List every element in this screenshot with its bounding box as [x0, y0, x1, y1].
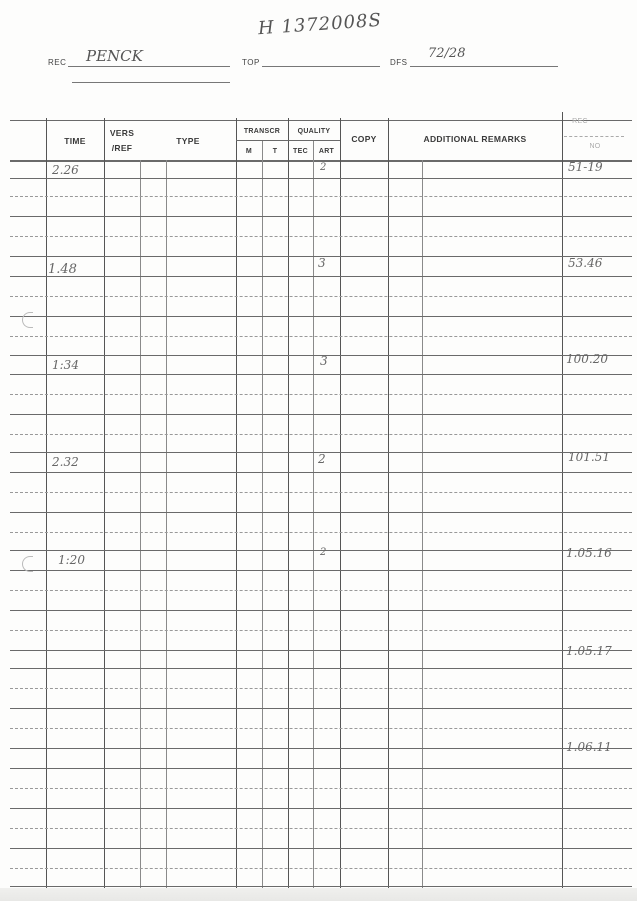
col-ref: /REF [111, 143, 133, 153]
entry-art: 2 [318, 452, 326, 466]
col-divider [236, 118, 237, 890]
col-divider [422, 160, 423, 890]
row-line [10, 768, 632, 769]
rec-label: REC [48, 58, 67, 67]
col-divider [166, 160, 167, 890]
col-tec: TEC [293, 148, 308, 155]
entry-time: 1:34 [52, 358, 79, 372]
entry-rec-no: 1.05.17 [566, 644, 612, 658]
entry-art: 2 [320, 547, 327, 558]
row-line [10, 650, 632, 651]
row-line [10, 236, 632, 237]
entry-time: 2.26 [52, 163, 79, 177]
col-transcr: TRANSCR [243, 128, 281, 135]
row-line [10, 434, 632, 435]
col-time: TIME [64, 136, 86, 146]
dfs-value: 72/28 [428, 46, 466, 61]
punch-hole-mark [22, 556, 33, 572]
col-divider [288, 118, 289, 890]
row-line [10, 708, 632, 709]
col-type: TYPE [176, 136, 200, 146]
rec-subheader-line [564, 136, 624, 137]
col-divider [140, 160, 141, 890]
col-divider [46, 118, 47, 890]
top-label: TOP [242, 58, 260, 67]
row-line [10, 848, 632, 849]
punch-hole-mark [22, 312, 33, 328]
col-divider [104, 118, 105, 890]
row-line [10, 532, 632, 533]
col-copy: COPY [351, 134, 377, 144]
row-line [10, 808, 632, 809]
entry-art: 3 [318, 256, 326, 270]
subheader-line [236, 140, 340, 141]
row-line [10, 394, 632, 395]
row-line [10, 868, 632, 869]
row-line [10, 196, 632, 197]
entry-time: 1:20 [58, 553, 85, 567]
dfs-label: DFS [390, 58, 408, 67]
row-line [10, 570, 632, 571]
col-divider [313, 140, 314, 890]
row-line [10, 296, 632, 297]
col-m: M [245, 148, 253, 155]
entry-rec-no: 53.46 [568, 256, 603, 270]
col-quality: QUALITY [297, 128, 331, 135]
row-line [10, 276, 632, 277]
row-line [10, 316, 632, 317]
col-divider [388, 118, 389, 890]
entry-rec-no: 100.20 [566, 352, 608, 366]
page-bottom-edge [0, 888, 637, 901]
entry-time: 2.32 [52, 455, 79, 469]
row-line [10, 414, 632, 415]
entry-time: 1.48 [48, 262, 77, 277]
col-divider [562, 112, 563, 890]
row-line [10, 688, 632, 689]
entry-art: 3 [320, 354, 328, 368]
row-line [10, 828, 632, 829]
row-line [10, 668, 632, 669]
col-additional-remarks: ADDITIONAL REMARKS [423, 134, 527, 144]
col-rec: REC [572, 118, 588, 125]
entry-rec-no: 1.05.16 [566, 546, 612, 560]
row-line [10, 336, 632, 337]
entry-rec-no: 101.51 [568, 450, 610, 464]
row-line [10, 788, 632, 789]
row-line [10, 512, 632, 513]
row-line [10, 590, 632, 591]
col-no: NO [589, 143, 601, 150]
col-t: T [272, 148, 278, 155]
col-vers: VERS [109, 128, 135, 138]
row-line [10, 886, 632, 887]
row-line [10, 630, 632, 631]
entry-art: 2 [320, 162, 327, 173]
document-number: H 1372008S [257, 9, 383, 40]
entry-rec-no: 1.06.11 [566, 740, 612, 754]
col-art: ART [318, 148, 335, 155]
entry-rec-no: 51-19 [568, 160, 603, 174]
row-line [10, 216, 632, 217]
row-line [10, 178, 632, 179]
row-line [10, 610, 632, 611]
row-line [10, 728, 632, 729]
row-line [10, 374, 632, 375]
row-line [10, 472, 632, 473]
rec-value: PENCK [86, 47, 143, 65]
col-divider [340, 118, 341, 890]
row-line [10, 492, 632, 493]
col-divider [262, 140, 263, 890]
row-line [10, 748, 632, 749]
